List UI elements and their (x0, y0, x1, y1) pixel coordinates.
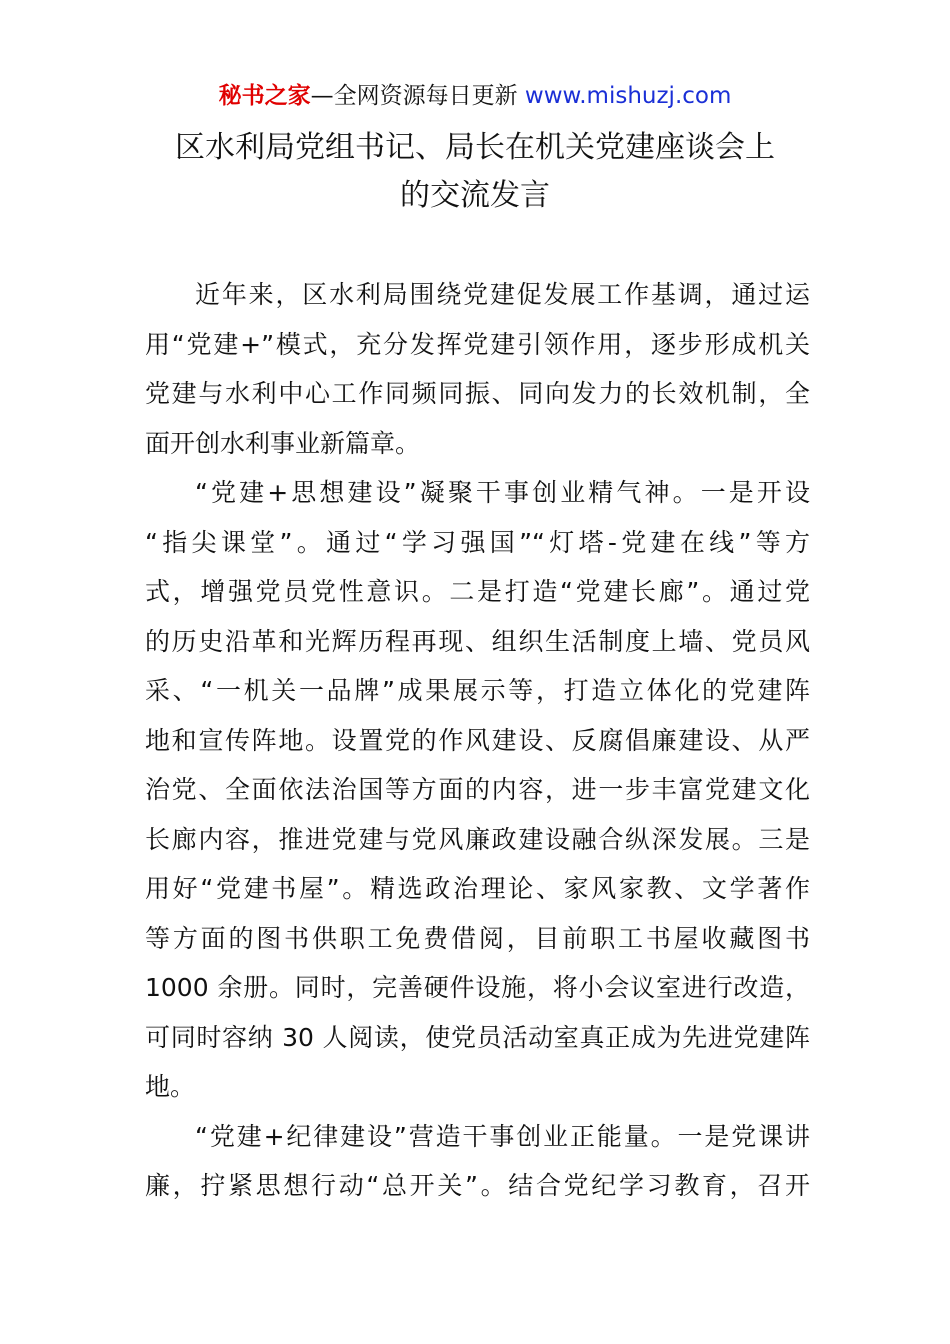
site-header (0, 80, 950, 112)
site-url-link[interactable]: www.mishuzj.com (524, 83, 732, 109)
body-line: 1000 余册。同时，完善硬件设施，将小会议室进行改造， (145, 973, 810, 1002)
body-line: “指尖课堂”。通过“学习强国”“灯塔-党建在线”等方 (145, 527, 810, 557)
site-brand: 秘书之家 (218, 83, 311, 109)
body-line: 党建与水利中心工作同频同振、同向发力的长效机制，全 (145, 379, 810, 408)
site-tagline: —全网资源每日更新 (310, 83, 518, 109)
document-title (120, 124, 830, 220)
body-line: 用好“党建书屋”。精选政治理论、家风家教、文学著作 (145, 874, 810, 903)
title-line: 区水利局党组书记、局长在机关党建座谈会上 (175, 130, 775, 165)
title-line: 的交流发言 (400, 178, 550, 213)
body-line: “党建+纪律建设”营造干事创业正能量。一是党课讲 (195, 1121, 810, 1151)
body-line: 治党、全面依法治国等方面的内容，进一步丰富党建文化 (145, 775, 810, 804)
body-line: “党建+思想建设”凝聚干事创业精气神。一是开设 (195, 478, 810, 507)
body-line: 等方面的图书供职工免费借阅，目前职工书屋收藏图书 (145, 923, 810, 953)
body-line: 采、“一机关一品牌”成果展示等，打造立体化的党建阵 (145, 676, 810, 705)
body-line: 近年来，区水利局围绕党建促发展工作基调，通过运 (195, 280, 810, 309)
body-line: 地。 (145, 1072, 196, 1101)
document-body (145, 270, 810, 1211)
body-line: 廉，拧紧思想行动“总开关”。结合党纪学习教育，召开 (145, 1171, 810, 1200)
body-line: 长廊内容，推进党建与党风廉政建设融合纵深发展。三是 (145, 824, 810, 854)
body-line: 地和宣传阵地。设置党的作风建设、反腐倡廉建设、从严 (145, 725, 810, 755)
body-line: 用“党建+”模式，充分发挥党建引领作用，逐步形成机关 (145, 329, 810, 359)
body-line: 的历史沿革和光辉历程再现、组织生活制度上墙、党员风 (145, 626, 810, 656)
body-line: 可同时容纳 30 人阅读，使党员活动室真正成为先进党建阵 (145, 1022, 810, 1052)
body-line: 面开创水利事业新篇章。 (145, 428, 421, 458)
body-line: 式，增强党员党性意识。二是打造“党建长廊”。通过党 (145, 577, 810, 606)
